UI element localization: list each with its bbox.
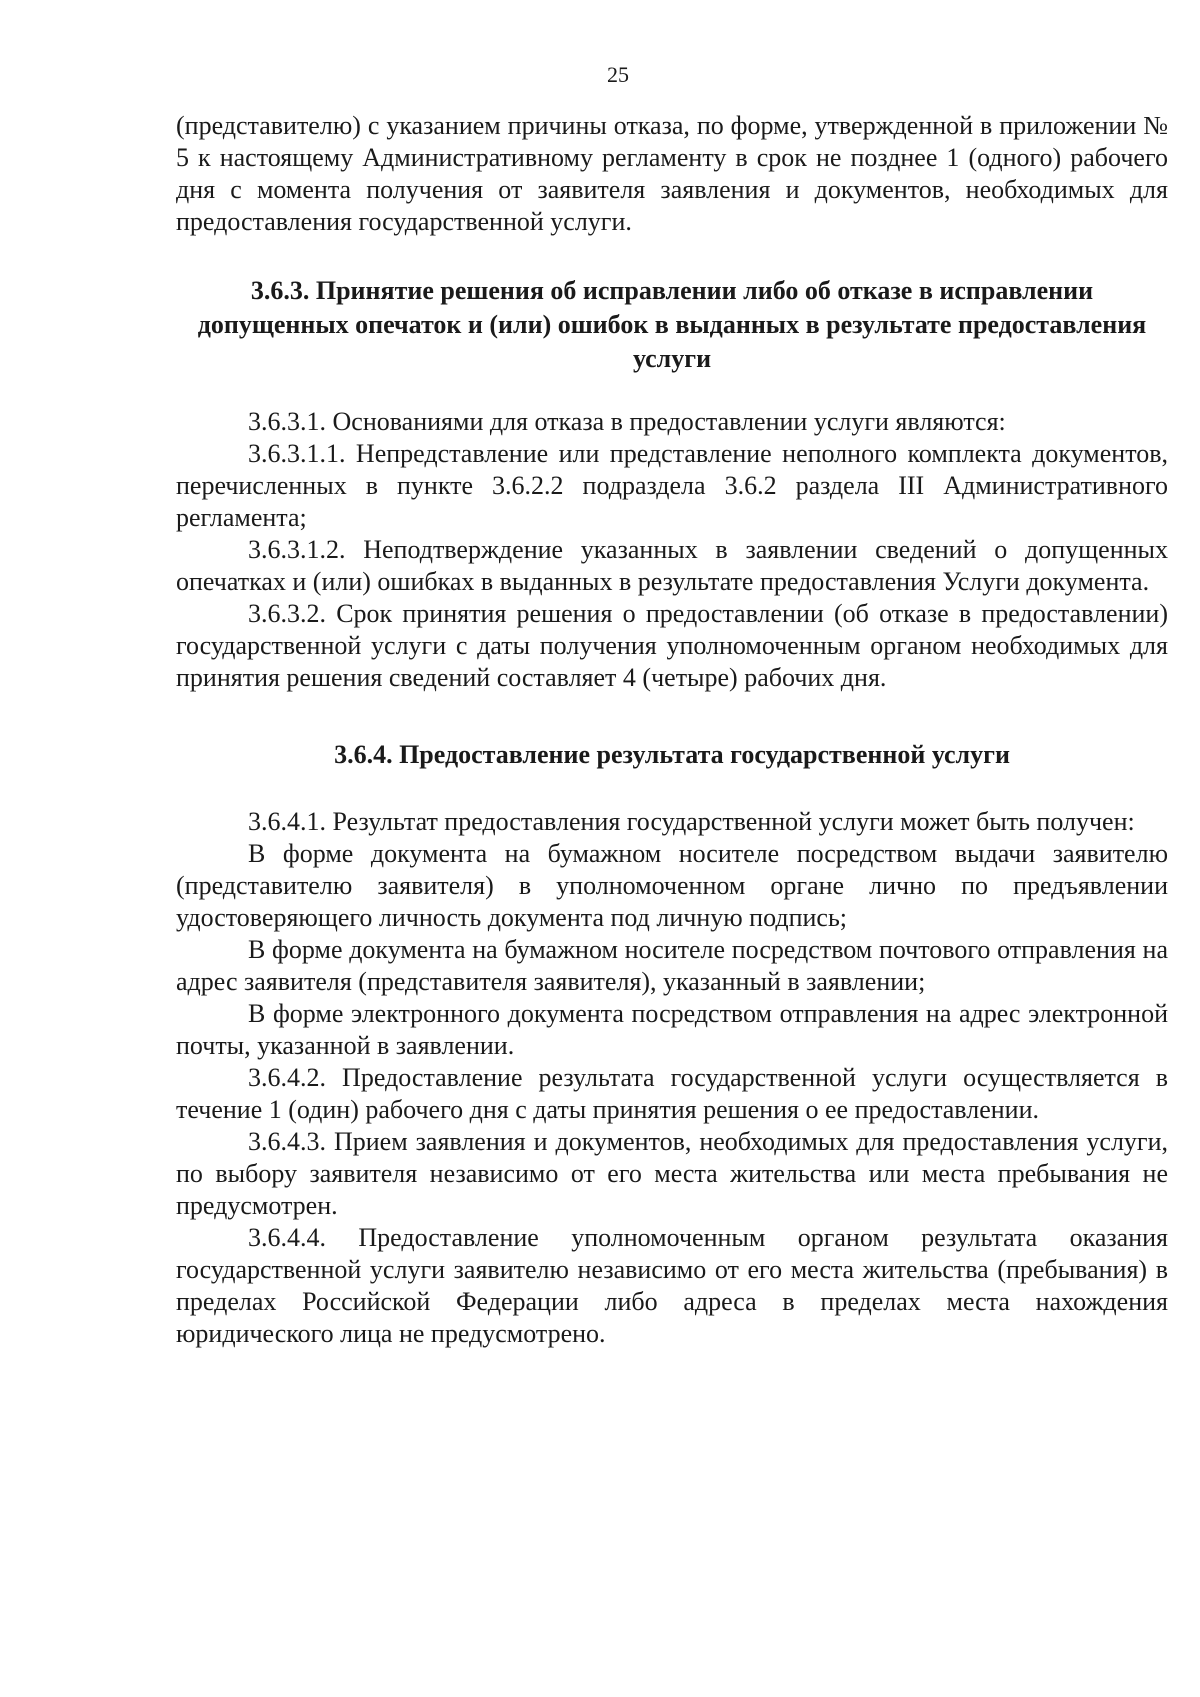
page-number: 25 (607, 62, 629, 87)
paragraph-3-6-4-1: 3.6.4.1. Результат предоставления государственной услуги может быть получен: (248, 807, 1135, 836)
continuation-paragraph: (представителю) с указанием причины отказа, по форме, утвержденной в приложении № 5 к настоящему Административному регламенту в срок не позднее 1 (одного) рабочего дня с момента получения от заявителя заявления и документов, необходимых для предоставления государственной услуги. (176, 111, 1168, 236)
paragraph-3-6-3-2: 3.6.3.2. Срок принятия решения о предоставлении (об отказе в предоставлении) государственной услуги с даты получения уполномоченным органом необходимых для принятия решения сведений составляет 4 (четыре) рабочих дня. (176, 599, 1168, 692)
list-item-paper-in-person: В форме документа на бумажном носителе посредством выдачи заявителю (представителю заявителя) в уполномоченном органе лично по предъявлении удостоверяющего личность документа под личную подпись; (176, 839, 1168, 932)
section-body-3-6-3 (176, 406, 1168, 694)
paragraph-3-6-3-1-2: 3.6.3.1.2. Неподтверждение указанных в заявлении сведений о допущенных опечатках и (или) ошибках в выданных в результате предоставления Услуги документа. (176, 535, 1168, 596)
section-heading-3-6-3: 3.6.3. Принятие решения об исправлении либо об отказе в исправлении допущенных опечаток и (или) ошибок в выданных в результате предоставления услуги (197, 276, 1147, 373)
paragraph-3-6-3-1-1: 3.6.3.1.1. Непредставление или представление неполного комплекта документов, перечисленных в пункте 3.6.2.2 подраздела 3.6.2 раздела III Административного регламента; (176, 439, 1168, 532)
paragraph-3-6-3-1: 3.6.3.1. Основаниями для отказа в предоставлении услуги являются: (248, 407, 1006, 436)
section-body-3-6-4 (176, 806, 1168, 1350)
list-item-paper-by-mail: В форме документа на бумажном носителе посредством почтового отправления на адрес заявителя (представителя заявителя), указанный в заявлении; (176, 935, 1168, 996)
document-body (176, 110, 1168, 1350)
section-heading-3-6-4: 3.6.4. Предоставление результата государственной услуги (334, 740, 1010, 769)
paragraph-3-6-4-2: 3.6.4.2. Предоставление результата государственной услуги осуществляется в течение 1 (один) рабочего дня с даты принятия решения о ее предоставлении. (176, 1063, 1168, 1124)
paragraph-3-6-4-4: 3.6.4.4. Предоставление уполномоченным органом результата оказания государственной услуги заявителю независимо от его места жительства (пребывания) в пределах Российской Федерации либо адреса в пределах места нахождения юридического лица не предусмотрено. (176, 1223, 1168, 1348)
paragraph-3-6-4-3: 3.6.4.3. Прием заявления и документов, необходимых для предоставления услуги, по выбору заявителя независимо от его места жительства или места пребывания не предусмотрен. (176, 1127, 1168, 1220)
list-item-electronic: В форме электронного документа посредством отправления на адрес электронной почты, указанной в заявлении. (176, 999, 1168, 1060)
